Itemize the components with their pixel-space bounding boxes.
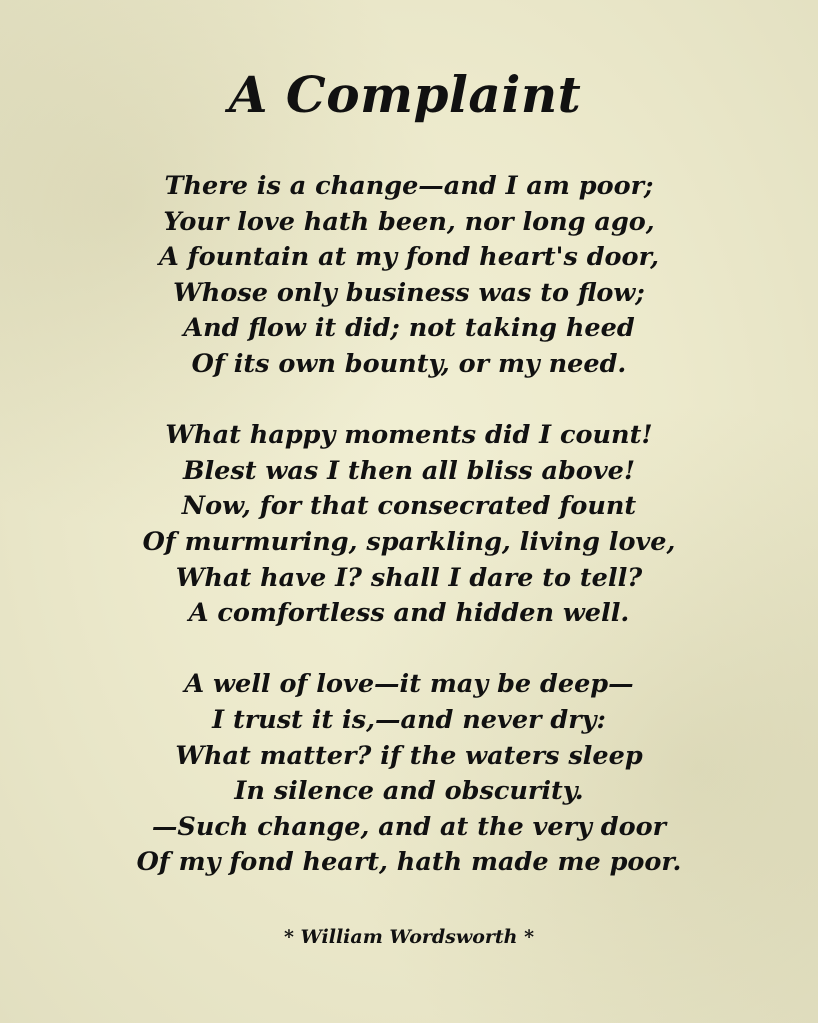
poem-line: A well of love—it may be deep— <box>184 669 634 700</box>
poem-line: I trust it is,—and never dry: <box>212 704 606 735</box>
author-attribution: * William Wordsworth * <box>283 926 535 948</box>
poem-line: What matter? if the waters sleep <box>175 740 643 771</box>
poem-line: What happy moments did I count! <box>165 420 653 451</box>
poem-line: There is a change—and I am poor; <box>164 171 654 201</box>
poem-line: What have I? shall I dare to tell? <box>175 562 643 593</box>
poem-body <box>0 169 818 916</box>
stanza-2 <box>0 418 818 632</box>
poem-line: Of my fond heart, hath made me poor. <box>136 847 682 878</box>
poem-line: —Such change, and at the very door <box>151 811 667 842</box>
poem-line: And flow it did; not taking heed <box>183 313 635 344</box>
stanza-3 <box>0 667 818 881</box>
poem-line: A comfortless and hidden well. <box>188 598 630 629</box>
stanza-1 <box>0 169 818 383</box>
poem-line: Blest was I then all bliss above! <box>182 455 636 486</box>
poem-line: Your love hath been, nor long ago, <box>163 206 655 237</box>
poem-line: Whose only business was to flow; <box>173 277 645 308</box>
poem-title: A Complaint <box>228 65 582 124</box>
poem-line: Of its own bounty, or my need. <box>191 348 627 379</box>
poem-line: A fountain at my fond heart's door, <box>158 242 660 273</box>
poem-line: In silence and obscurity. <box>234 776 584 807</box>
poem-line: Of murmuring, sparkling, living love, <box>142 526 676 557</box>
poem-line: Now, for that consecrated fount <box>181 491 637 522</box>
